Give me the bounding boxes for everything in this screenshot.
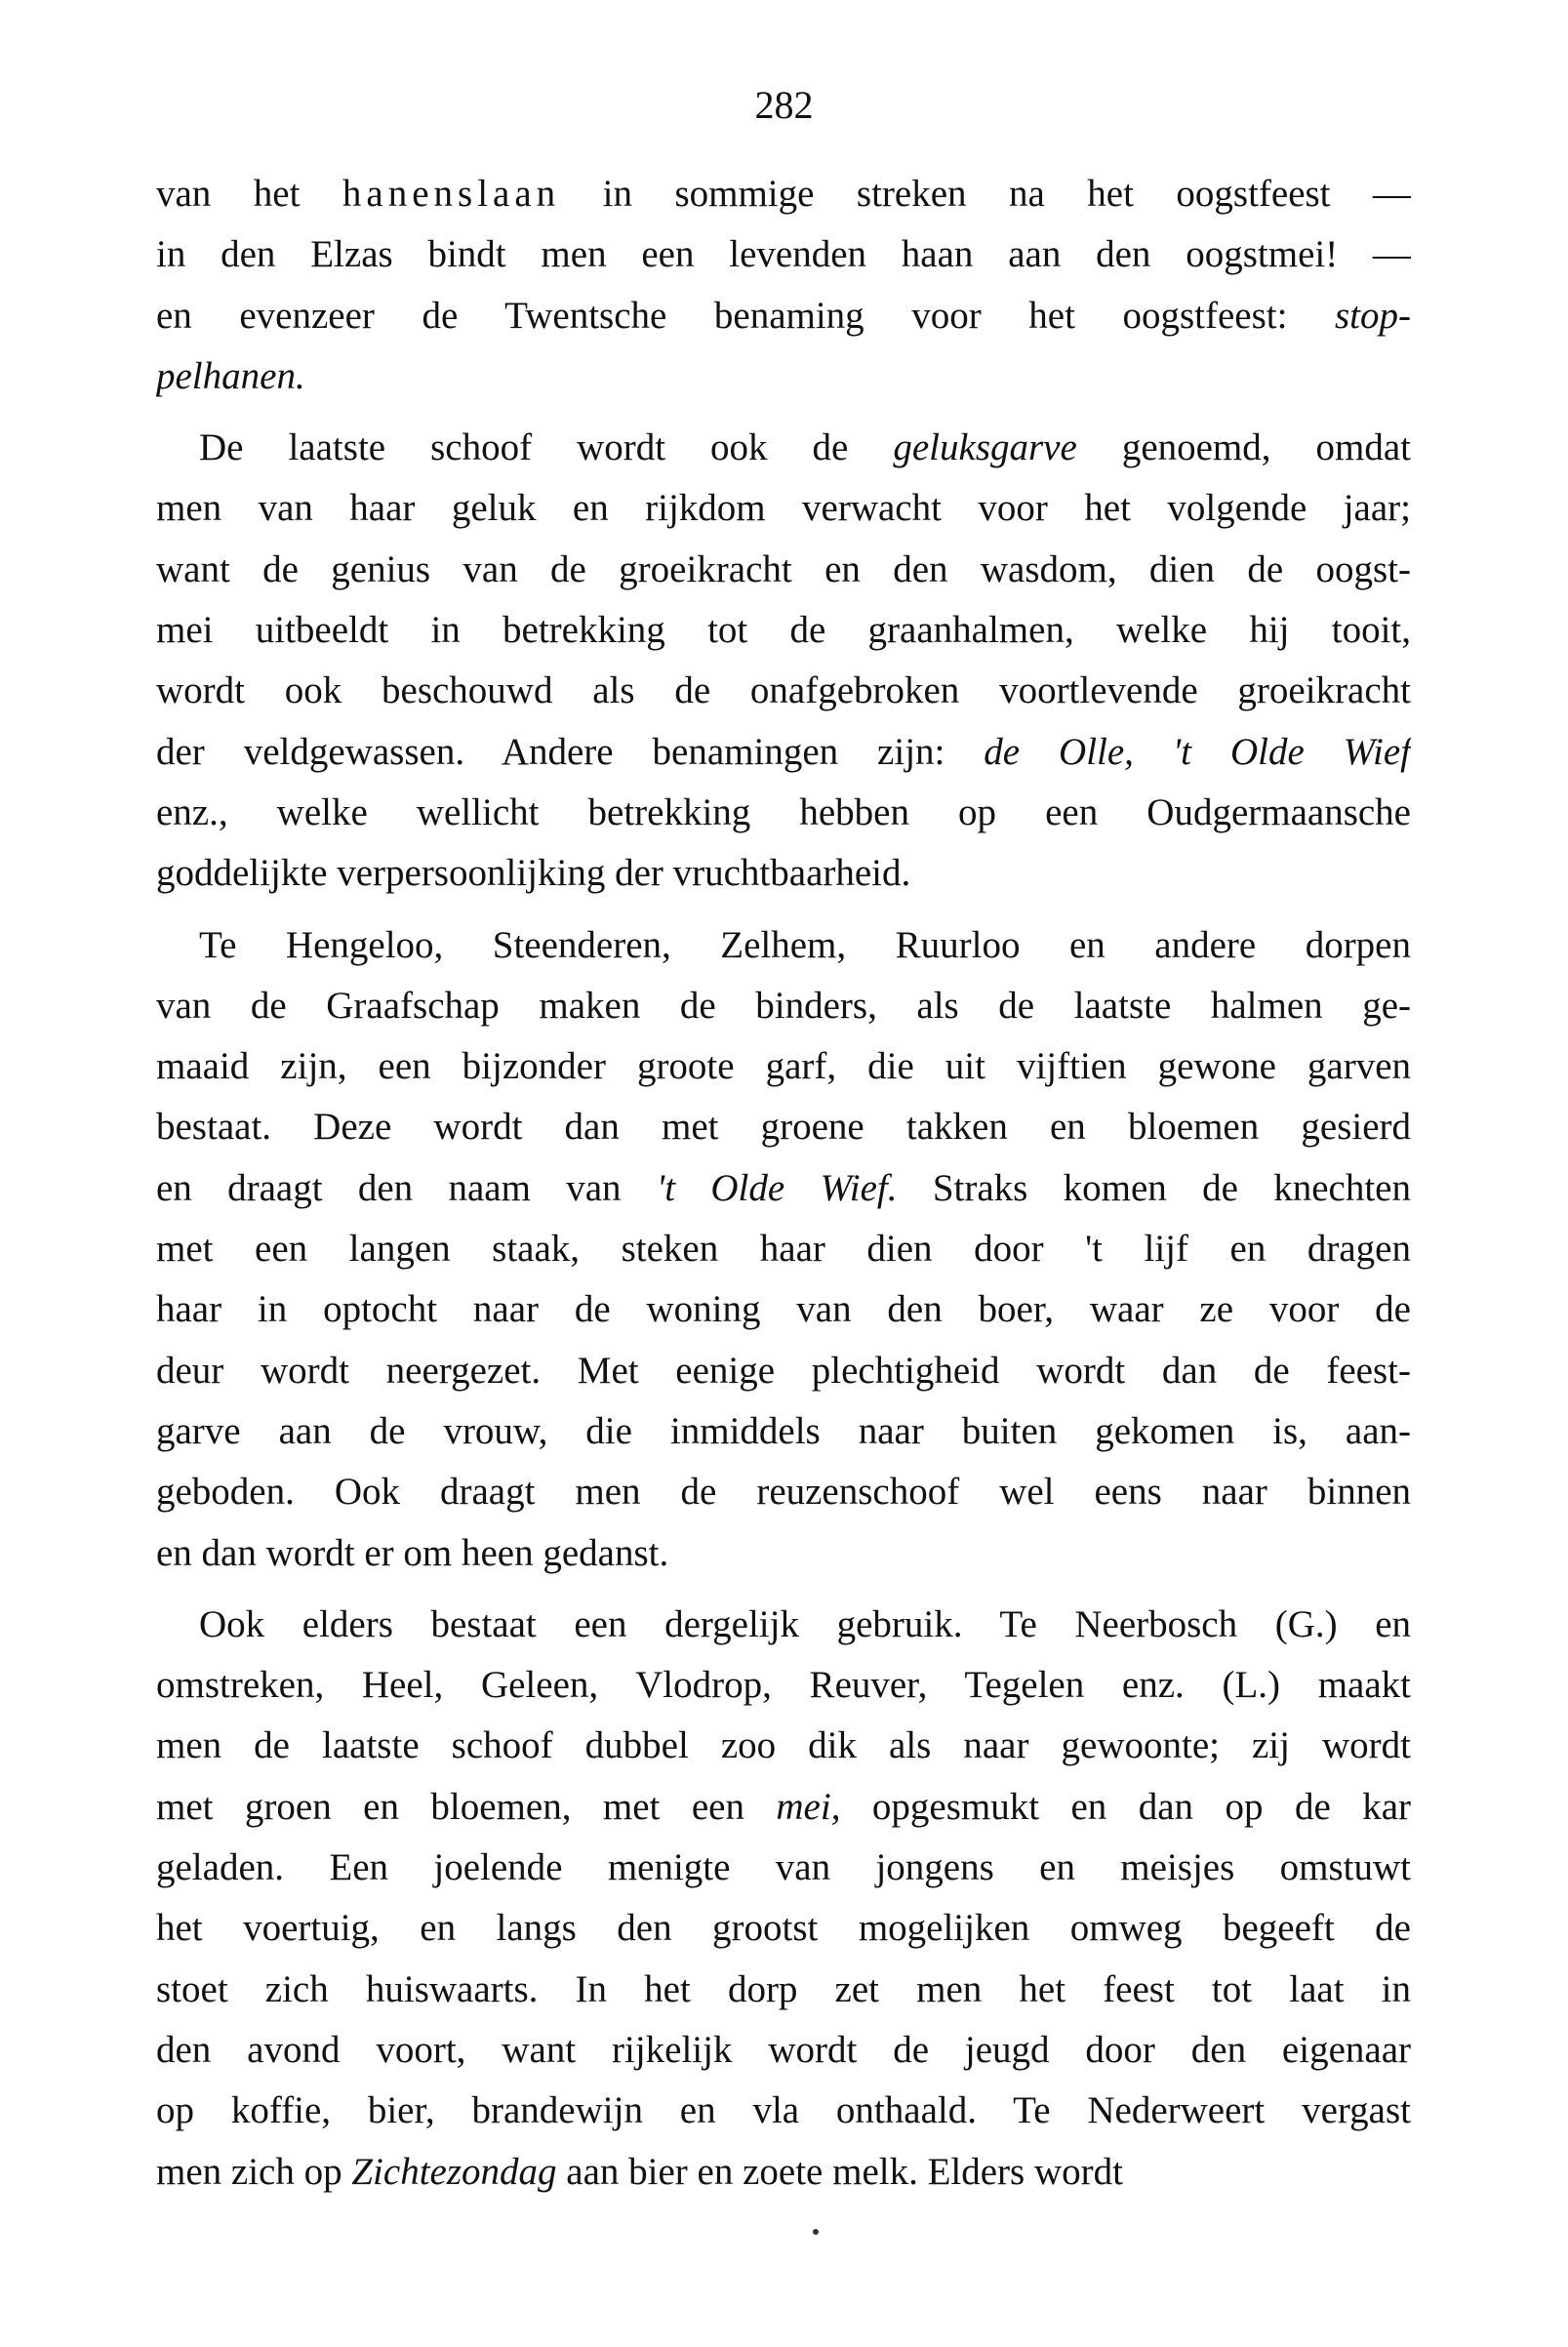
text-line	[156, 1219, 1411, 1279]
italic-term: mei,	[776, 1785, 841, 1828]
text-run: op koffie, bier, brandewijn en vla onthaald. Te Nederweert vergast	[156, 2089, 1411, 2132]
text-run: mei uitbeeldt in betrekking tot de graanhalmen, welke hij tooit,	[156, 609, 1411, 652]
text-run: den avond voort, want rijkelijk wordt de jeugd door den eigenaar	[156, 2028, 1411, 2071]
text-line	[156, 1158, 1411, 1219]
text-line	[156, 2142, 1411, 2203]
text-run: in den Elzas bindt men een levenden haan aan den oogstmei! —	[156, 233, 1411, 276]
text-line	[156, 1655, 1411, 1716]
text-run: Straks komen de knechten	[897, 1166, 1411, 1209]
text-run: stoet zich huiswaarts. In het dorp zet men het feest tot laat in	[156, 1967, 1411, 2010]
text-line	[156, 418, 1411, 478]
text-run: wordt ook beschouwd als de onafgebroken voortlevende groeikracht	[156, 669, 1411, 712]
text-line	[156, 2081, 1411, 2141]
text-run: goddelijkte verpersoonlijking der vruchtbaarheid.	[156, 852, 911, 895]
text-run: garve aan de vrouw, die inmiddels naar buiten gekomen is, aan-	[156, 1409, 1411, 1452]
text-line	[156, 661, 1411, 721]
text-line	[156, 915, 1411, 976]
text-line	[156, 2020, 1411, 2081]
text-run: haar in optocht naar de woning van den boer, waar ze voor de	[156, 1288, 1411, 1331]
text-run: in sommige streken na het oogstfeest —	[560, 173, 1411, 215]
text-line	[156, 1341, 1411, 1401]
text-run: en draagt den naam van	[156, 1166, 657, 1209]
text-line	[156, 843, 1411, 904]
text-line	[156, 722, 1411, 783]
text-run: De laatste schoof wordt ook de	[199, 426, 894, 469]
text-run: en dan wordt er om heen gedanst.	[156, 1531, 669, 1574]
text-line	[156, 1401, 1411, 1462]
text-run: deur wordt neergezet. Met eenige plechtigheid wordt dan de feest-	[156, 1349, 1411, 1392]
text-run: bestaat. Deze wordt dan met groene takken en bloemen gesierd	[156, 1106, 1411, 1149]
paragraph	[156, 1595, 1411, 2203]
italic-term: pelhanen.	[156, 354, 305, 397]
text-line	[156, 1960, 1411, 2020]
text-line	[156, 600, 1411, 661]
paragraph	[156, 915, 1411, 1584]
text-run: van de Graafschap maken de binders, als de laatste halmen ge-	[156, 984, 1411, 1027]
text-line	[156, 478, 1411, 539]
text-line	[156, 1838, 1411, 1898]
text-line	[156, 1036, 1411, 1097]
page-number: 282	[754, 83, 814, 127]
text-run: men de laatste schoof dubbel zoo dik als naar gewoonte; zij wordt	[156, 1724, 1411, 1767]
text-run: geboden. Ook draagt men de reuzenschoof wel eens naar binnen	[156, 1471, 1411, 1514]
text-line	[156, 1716, 1411, 1776]
text-line	[156, 1279, 1411, 1340]
text-run: enz., welke wellicht betrekking hebben op een Oudgermaansche	[156, 790, 1411, 833]
text-run: met een langen staak, steken haar dien door 't lijf en dragen	[156, 1228, 1411, 1271]
text-run: het voertuig, en langs den grootst mogelijken omweg begeeft de	[156, 1907, 1411, 1950]
text-run: want de genius van de groeikracht en den wasdom, dien de oogst-	[156, 547, 1411, 590]
text-line	[156, 1898, 1411, 1959]
text-line	[156, 976, 1411, 1036]
text-run: opgesmukt en dan op de kar	[840, 1785, 1411, 1828]
paragraph	[156, 418, 1411, 904]
text-line	[156, 540, 1411, 600]
italic-term: de Olle, 't Olde Wief	[984, 730, 1411, 773]
italic-term: stop-	[1335, 294, 1411, 337]
text-line	[156, 1097, 1411, 1157]
italic-term: Zichtezondag	[351, 2150, 557, 2193]
text-line	[156, 1777, 1411, 1838]
text-line	[156, 164, 1411, 224]
text-line	[156, 1462, 1411, 1522]
text-line	[156, 224, 1411, 285]
spaced-term: hanenslaan	[342, 173, 561, 215]
text-run: omstreken, Heel, Geleen, Vlodrop, Reuver, Tegelen enz. (L.) maakt	[156, 1664, 1411, 1707]
text-run: geladen. Een joelende menigte van jongens en meisjes omstuwt	[156, 1846, 1411, 1889]
text-run: Ook elders bestaat een dergelijk gebruik. Te Neerbosch (G.) en	[199, 1602, 1411, 1645]
text-line	[156, 1595, 1411, 1655]
text-run: en evenzeer de Twentsche benaming voor het oogstfeest:	[156, 294, 1335, 337]
text-run: men van haar geluk en rijkdom verwacht voor het volgende jaar;	[156, 487, 1411, 530]
text-run: van het	[156, 173, 342, 215]
text-run: aan bier en zoete melk. Elders wordt	[556, 2150, 1123, 2193]
text-run: met groen en bloemen, met een	[156, 1785, 777, 1828]
text-run: genoemd, omdat	[1076, 426, 1411, 469]
text-line	[156, 346, 1411, 407]
body-text	[156, 164, 1411, 2203]
italic-term: geluksgarve	[893, 426, 1077, 469]
text-line	[156, 1523, 1411, 1584]
paragraph	[156, 164, 1411, 407]
text-run: Te Hengeloo, Steenderen, Zelhem, Ruurloo en andere dorpen	[199, 923, 1411, 966]
text-line	[156, 783, 1411, 843]
text-run: maaid zijn, een bijzonder groote garf, die uit vijftien gewone garven	[156, 1045, 1411, 1088]
text-run: men zich op	[156, 2150, 352, 2193]
text-run: der veldgewassen. Andere benamingen zijn:	[156, 730, 985, 773]
text-line	[156, 286, 1411, 346]
page-mark	[813, 2229, 819, 2235]
italic-term: 't Olde Wief.	[656, 1166, 898, 1209]
